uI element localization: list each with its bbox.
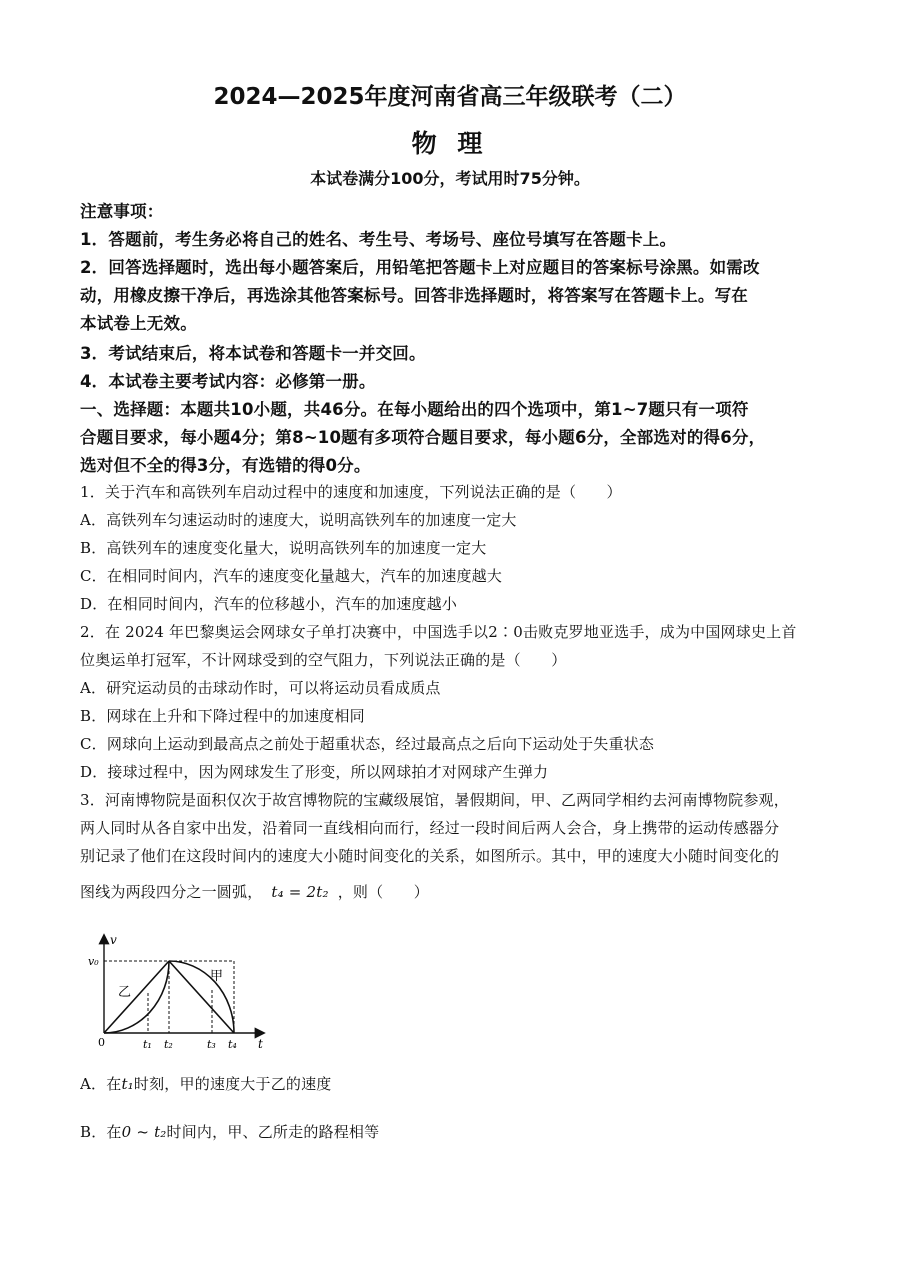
notice-item: 1．答题前，考生务必将自己的姓名、考生号、考场号、座位号填写在答题卡上。	[80, 230, 677, 249]
q3-option-b-text: 时间内，甲、乙所走的路程相等	[166, 1123, 380, 1141]
q3-option-a	[80, 1073, 830, 1094]
q1-option-b: B．高铁列车的速度变化量大，说明高铁列车的加速度一定大	[80, 539, 487, 557]
exam-subject: 物 理	[411, 129, 489, 158]
tick-label-t1: t₁	[143, 1038, 152, 1051]
notice-heading: 注意事项：	[80, 202, 164, 221]
exam-meta: 本试卷满分100分，考试用时75分钟。	[310, 169, 590, 188]
q3-stem-text: 图线为两段四分之一圆弧，	[80, 883, 263, 901]
section-instructions: 选对但不全的得3分，有选错的得0分。	[80, 456, 371, 475]
notice-item: 本试卷上无效。	[80, 314, 197, 333]
q2-option-a: A．研究运动员的击球动作时，可以将运动员看成质点	[80, 679, 441, 697]
notice-item: 4．本试卷主要考试内容：必修第一册。	[80, 372, 376, 391]
notice-item: 动，用橡皮擦干净后，再选涂其他答案标号。回答非选择题时，将答案写在答题卡上。写在	[80, 286, 748, 305]
tick-label-t3: t₃	[207, 1038, 216, 1051]
q2-option-b: B．网球在上升和下降过程中的加速度相同	[80, 707, 365, 725]
notice-item: 2．回答选择题时，选出每小题答案后，用铅笔把答题卡上对应题目的答案标号涂黑。如需改	[80, 258, 760, 277]
q3-stem: 3．河南博物院是面积仅次于故宫博物院的宝藏级展馆，暑假期间，甲、乙两同学相约去河南博物院参观，	[80, 791, 789, 809]
section-instructions: 合题目要求，每小题4分；第8~10题有多项符合题目要求，每小题6分，全部选对的得6分，	[80, 428, 766, 447]
q3-stem: 两人同时从各自家中出发，沿着同一直线相向而行，经过一段时间后两人会合，身上携带的运动传感器分	[80, 819, 780, 837]
section-instructions: 一、选择题：本题共10小题，共46分。在每小题给出的四个选项中，第1~7题只有一项符	[80, 400, 749, 419]
q3-option-b-var: 0 ~ t₂	[121, 1123, 167, 1141]
q3-option-b	[80, 1121, 830, 1142]
q2-option-d: D．接球过程中，因为网球发生了形变，所以网球拍才对网球产生弹力	[80, 763, 549, 781]
q3-option-a-var: t₁	[121, 1075, 134, 1093]
q3-option-a-prefix: A．在	[80, 1075, 122, 1093]
q1-option-d: D．在相同时间内，汽车的位移越小，汽车的加速度越小	[80, 595, 458, 613]
q3-option-a-text: 时刻，甲的速度大于乙的速度	[133, 1075, 332, 1093]
q3-stem: 别记录了他们在这段时间内的速度大小随时间变化的关系，如图所示。其中，甲的速度大小随时间变化的	[80, 847, 780, 865]
q3-formula: t₄ = 2t₂	[271, 883, 329, 901]
exam-title: 2024—2025年度河南省高三年级联考（二）	[213, 84, 687, 110]
v-axis-label: v	[110, 933, 117, 947]
notice-item: 3．考试结束后，将本试卷和答题卡一并交回。	[80, 344, 426, 363]
yi-line-fall	[169, 961, 234, 1033]
label-yi: 乙	[118, 985, 132, 1000]
q1-option-c: C．在相同时间内，汽车的速度变化量越大，汽车的加速度越大	[80, 567, 503, 585]
q3-stem-last	[80, 881, 830, 902]
q2-stem: 2．在 2024 年巴黎奥运会网球女子单打决赛中，中国选手以2∶0击败克罗地亚选手，成为中国网球史上首	[80, 623, 797, 641]
tick-label-t2: t₂	[164, 1038, 173, 1051]
q3-option-b-prefix: B．在	[80, 1123, 122, 1141]
q2-option-c: C．网球向上运动到最高点之前处于超重状态，经过最高点之后向下运动处于失重状态	[80, 735, 655, 753]
q1-option-a: A．高铁列车匀速运动时的速度大，说明高铁列车的加速度一定大	[80, 511, 517, 529]
yi-line-rise	[104, 961, 169, 1033]
origin-label: 0	[98, 1036, 105, 1049]
v0-label: v₀	[88, 955, 99, 968]
tick-label-t4: t₄	[228, 1038, 237, 1051]
velocity-time-graph	[88, 928, 273, 1053]
label-jia: 甲	[210, 969, 224, 984]
q2-stem: 位奥运单打冠军，不计网球受到的空气阻力，下列说法正确的是（ ）	[80, 651, 567, 669]
q3-stem-tail: ，则（ ）	[337, 883, 429, 901]
t-axis-label: t	[258, 1037, 263, 1051]
q1-stem: 1．关于汽车和高铁列车启动过程中的速度和加速度，下列说法正确的是（ ）	[80, 483, 622, 501]
